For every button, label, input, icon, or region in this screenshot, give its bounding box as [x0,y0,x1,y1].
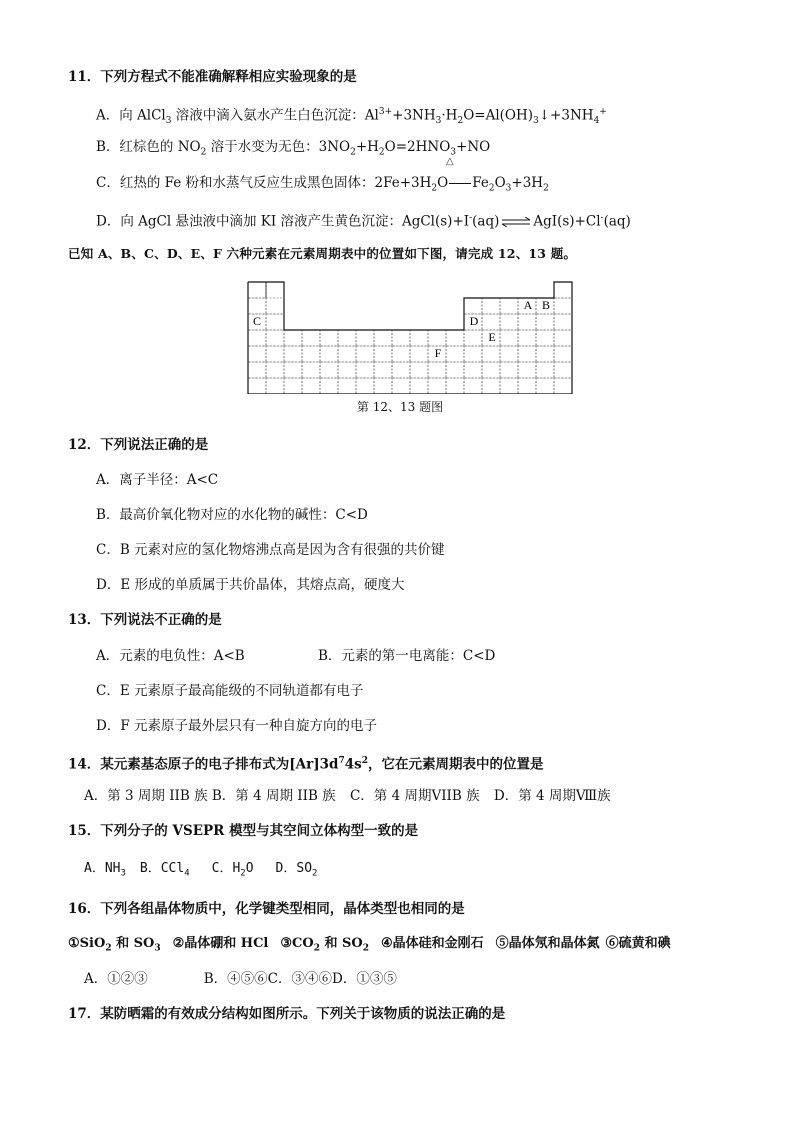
periodic-cell [554,330,572,346]
q11a-sub5: 4 [593,116,600,127]
periodic-cell [428,330,446,346]
q12-stem: 12．下列说法正确的是 [68,437,209,453]
q16-item-1-mid: 和 SO [111,936,155,951]
q14-sup2: 2 [361,756,369,766]
q11d-text2: (aq) [472,213,500,230]
periodic-cell [446,362,464,378]
q16-item-3-sub: 2 [313,943,320,954]
periodic-cell [356,378,374,394]
periodic-cell [464,330,482,346]
q11a-sub4: 3 [533,116,539,127]
q16-item-5: ⑤晶体氖和晶体氮 [495,936,600,951]
q11b-sub1: 2 [200,147,207,158]
q15-stem: 15．下列分子的 VSEPR 模型与其空间立体构型一致的是 [68,823,419,839]
periodic-cell [536,362,554,378]
periodic-cell [374,362,392,378]
q11c-sub4: 2 [543,183,549,194]
q11d-text3: AgI(s)+Cl [533,213,601,230]
periodic-cell [338,346,356,362]
q16-item-1-sub2: 3 [154,943,161,954]
q11-option-b [96,138,490,162]
q14-stem [68,752,544,774]
periodic-cell [554,362,572,378]
periodic-cell [482,378,500,394]
q15-options [84,860,317,883]
periodic-cell [536,314,554,330]
periodic-cell [428,378,446,394]
q14-option-a: A．第 3 周期 IIB 族 [84,788,208,804]
q14-stem-text2: 4s [344,756,362,773]
q11a-text4: ·H [441,107,458,124]
periodic-cell [554,378,572,394]
q11d-sup1: - [469,213,473,223]
periodic-cell [518,346,536,362]
q11b-sub4: 3 [450,147,457,158]
periodic-cell [266,346,284,362]
q11a-sub2: 3 [435,116,442,127]
q15d-label: D．SO [275,861,313,876]
q16-item-1 [68,936,161,954]
q13-option-d: D．F 元素原子最外层只有一种自旋方向的电子 [96,718,377,734]
q16-item-1-sub: 2 [105,943,112,954]
periodic-cell [518,362,536,378]
q11-option-a [96,103,607,130]
q11c-text3: Fe [472,175,489,191]
periodic-cell [248,362,266,378]
q11b-text2: 溶于水变为无色：3NO [206,139,351,155]
q11b-sub3: 2 [378,147,385,158]
periodic-cell [464,346,482,362]
q11b-text5: +NO [456,139,491,155]
q14-option-c: C．第 4 周期VIIB 族 [349,788,480,804]
q11c-text5: +3H [511,175,544,191]
q11d-text4: (aq) [603,213,631,230]
periodic-cell [482,346,500,362]
q16-option-d: D．①③⑤ [332,971,397,987]
periodic-cell [284,330,302,346]
q11b-text1: B．红棕色的 NO [96,139,201,155]
periodic-cell [482,362,500,378]
periodic-cell [464,362,482,378]
q13-option-a: A．元素的电负性：A<B [96,648,245,664]
element-label-a: A [523,298,533,312]
q16-option-b: B．④⑤⑥ [203,971,268,987]
q11b-sub2: 2 [350,147,356,158]
periodic-cell [302,362,320,378]
q14-sup1: 7 [338,756,345,766]
periodic-cell [482,298,500,314]
q16-stem: 16．下列各组晶体物质中，化学键类型相同，晶体类型也相同的是 [68,901,465,917]
q16-item-3 [280,936,369,954]
q15-option-a [84,861,126,879]
q11a-text6: ↓+3NH [538,107,594,124]
q16-item-1-label: ①SiO [68,936,106,951]
q15a-label: A．NH [84,861,121,876]
periodic-cell [446,346,464,362]
periodic-cell [536,330,554,346]
periodic-cell [248,346,266,362]
periodic-cell [356,330,374,346]
periodic-cell [428,362,446,378]
q11b-text4: O=2HNO [384,139,451,155]
periodic-cell [410,378,428,394]
periodic-cell [302,330,320,346]
q12-option-a: A．离子半径：A<C [96,472,219,488]
periodic-cell [554,282,572,298]
element-label-d: D [469,314,479,328]
q11d-sup2: - [600,213,604,223]
q11a-sup1: 3+ [378,107,393,117]
q14-stem-text3: ，它在元素周期表中的位置是 [368,756,544,773]
q16-item-4: ④晶体硅和金刚石 [380,936,484,951]
periodic-cell [266,378,284,394]
periodic-cell [392,346,410,362]
periodic-cell [500,330,518,346]
periodic-cell [500,314,518,330]
periodic-cell [284,378,302,394]
periodic-cell [248,330,266,346]
periodic-cell [284,346,302,362]
q11a-text5: O=Al(OH) [463,107,534,124]
q15b-label: B．CCl [139,861,185,876]
q15a-sub: 3 [120,868,126,879]
q14-stem-text1: 14．某元素基态原子的电子排布式为[Ar]3d [68,756,339,773]
q13-stem: 13．下列说法不正确的是 [68,612,222,628]
periodic-cell [374,346,392,362]
q11-option-c [96,174,549,198]
q13-option-b: B．元素的第一电离能：C<D [318,648,496,664]
q15c-label: C．H [211,861,241,876]
periodic-cell [500,362,518,378]
periodic-cell [536,346,554,362]
q11c-sub1: 2 [431,183,438,194]
equals-line-icon [449,183,471,184]
periodic-cell [464,298,482,314]
periodic-cell [374,378,392,394]
periodic-cell [392,378,410,394]
periodic-cell [446,378,464,394]
periodic-cell [320,378,338,394]
periodic-cell [248,282,266,298]
periodic-cell [338,378,356,394]
periodic-cell [302,378,320,394]
periodic-cell [338,330,356,346]
periodic-cell [302,346,320,362]
periodic-cell [248,298,266,314]
q11a-text3: +3NH [392,107,436,124]
q11-stem: 11．下列方程式不能准确解释相应实验现象的是 [68,69,357,85]
q16-option-c: C．③④⑥ [267,971,333,987]
q12-option-b: B．最高价氧化物对应的水化物的碱性：C<D [96,507,368,523]
periodic-cell [266,362,284,378]
q14-option-d: D．第 4 周期Ⅷ族 [493,788,611,804]
heat-triangle-icon: △ [446,156,454,167]
element-label-c: C [252,314,262,328]
q11d-text1: D．向 AgCl 悬浊液中滴加 KI 溶液产生黄色沉淀：AgCl(s)+I [96,213,470,230]
q16-option-a: A．①②③ [84,971,148,987]
q14-option-b: B．第 4 周期 IIB 族 [211,788,336,804]
periodic-cell [518,314,536,330]
periodic-cell [320,362,338,378]
q11c-text4: O [494,175,506,191]
periodic-cell [554,346,572,362]
q15c-tail: O [245,861,254,876]
q11c-sub3: 3 [505,183,512,194]
q11a-sub3: 2 [457,116,464,127]
periodic-cell [392,362,410,378]
periodic-cell [248,378,266,394]
periodic-cell [284,362,302,378]
periodic-cell [518,330,536,346]
q15c-sub: 2 [240,868,246,879]
periodic-cell [410,330,428,346]
element-label-e: E [488,330,496,344]
periodic-cell [356,362,374,378]
q15-option-b [139,861,190,879]
q17-stem: 17．某防晒霜的有效成分结构如图所示。下列关于该物质的说法正确的是 [68,1006,506,1022]
periodic-cell [500,298,518,314]
q15d-sub: 2 [312,868,318,879]
element-label-b: B [541,298,551,312]
q11a-text2: 溶液中滴入氨水产生白色沉淀：Al [171,107,379,124]
periodic-cell [266,330,284,346]
q15-option-d [275,861,318,879]
periodic-cell [536,378,554,394]
q16-items [68,935,671,958]
periodic-cell [320,346,338,362]
periodic-cell [374,330,392,346]
q11a-sub1: 3 [165,116,172,127]
periodic-cell [392,330,410,346]
periodic-cell [320,330,338,346]
periodic-cell [554,314,572,330]
q16-item-2: ②晶体硼和 HCl [172,936,269,951]
q13-option-c: C．E 元素原子最高能级的不同轨道都有电子 [96,683,364,699]
periodic-cell [500,378,518,394]
periodic-cell [410,346,428,362]
element-label-f: F [434,346,442,360]
q11b-text3: +H [355,139,379,155]
q12-option-d: D．E 形成的单质属于共价晶体，其熔点高，硬度大 [96,577,405,593]
periodic-cell [464,378,482,394]
q11-option-d [96,209,631,231]
periodic-cell [554,298,572,314]
periodic-cell [410,362,428,378]
periodic-cell [266,314,284,330]
q11a-sup5: + [599,107,607,117]
q16-options [84,970,397,988]
periodic-cell [500,346,518,362]
periodic-cell [518,378,536,394]
equilibrium-arrow-icon [501,217,531,227]
periodic-cell [482,314,500,330]
q12-option-c: C．B 元素对应的氢化物熔沸点高是因为含有很强的共价键 [96,542,445,558]
q16-item-3-mid: 和 SO [319,936,363,951]
periodic-table-figure [240,280,576,394]
q11a-text1: A．向 AlCl [96,107,166,124]
q11c-sub2: 2 [488,183,495,194]
periodic-cell [446,330,464,346]
intro-text: 已知 A、B、C、D、E、F 六种元素在元素周期表中的位置如下图，请完成 12、13 题。 [68,246,577,261]
q16-item-3-sub2: 2 [362,943,369,954]
q15-option-c [211,861,254,879]
q16-item-6: ⑥硫黄和碘 [605,936,671,951]
q11c-text2: O [437,175,449,191]
q14-options [84,787,611,805]
q15b-sub: 4 [184,868,190,879]
q11c-text1: C．红热的 Fe 粉和水蒸气反应生成黑色固体：2Fe+3H [96,175,432,191]
periodic-cell [338,362,356,378]
periodic-cell [266,298,284,314]
periodic-cell [356,346,374,362]
figure-caption: 第 12、13 题图 [356,400,444,414]
q16-item-3-label: ③CO [280,936,314,951]
